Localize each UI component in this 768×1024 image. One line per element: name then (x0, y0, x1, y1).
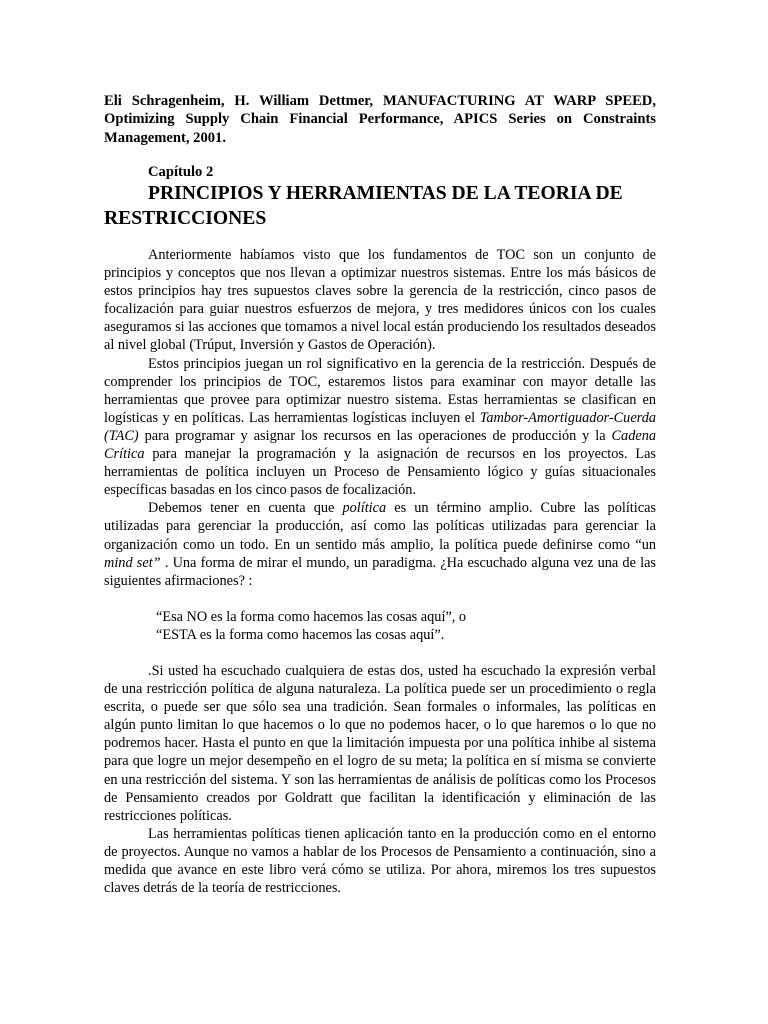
term-politica: política (342, 500, 387, 517)
term-tac: Tambor-Amortiguador-Cuerda (TAC) (104, 409, 656, 444)
paragraph-2-text-b: para programar y asignar los recursos en las operaciones de producción y la (138, 427, 612, 444)
chapter-label: Capítulo 2 (148, 164, 214, 180)
source-citation: Eli Schragenheim, H. William Dettmer, MANUFACTURING AT WARP SPEED, Optimizing Supply Chain Financial Performance, APICS Series on Constraints Management, 2001. (104, 93, 656, 146)
paragraph-3-text-a: Debemos tener en cuenta que (148, 500, 343, 517)
paragraph-2-text-a: Estos principios juegan un rol significativo en la gerencia de la restricción. Después de comprender los principios de TOC, estaremos listos para examinar con mayor detalle las herramientas que provee para optimizar nuestro sistema. Estas herramientas se clasifican en logísticas y en políticas. Las herramientas logísticas incluyen el (104, 355, 656, 426)
paragraph-3 (104, 499, 656, 589)
paragraph-2-text-c: para manejar la programación y la asignación de recursos en los proyectos. Las herramientas de política incluyen un Proceso de Pensamiento lógico y guías situacionales específicas basadas en los cinco pasos de focalización. (104, 446, 656, 499)
paragraph-3-text-b: es un término amplio. Cubre las políticas utilizadas para gerenciar la producción, así como las políticas utilizadas para gerenciar la organización como un todo. En un sentido más amplio, la política puede definirse como “un (104, 500, 656, 553)
quote-1: “Esa NO es la forma como hacemos las cosas aquí”, o (156, 608, 467, 625)
body-text (104, 246, 656, 897)
chapter-title: PRINCIPIOS Y HERRAMIENTAS DE LA TEORIA DE RESTRICCIONES (104, 183, 623, 229)
paragraph-2 (104, 355, 656, 500)
term-mind-set: mind set” (104, 554, 161, 571)
quote-block (104, 608, 656, 644)
paragraph-1: Anteriormente habíamos visto que los fundamentos de TOC son un conjunto de principios y conceptos que nos llevan a optimizar nuestros sistemas. Entre los más básicos de estos principios hay tres supuestos claves sobre la gerencia de la restricción, cinco pasos de focalización para guiar nuestros esfuerzos de mejora, y tres medidores únicos con los cuales aseguramos si las acciones que tomamos a nivel local están produciendo los resultados deseados al nivel global (Trúput, Inversión y Gastos de Operación). (104, 247, 656, 354)
paragraph-5: Las herramientas políticas tienen aplicación tanto en la producción como en el entorno de proyectos. Aunque no vamos a hablar de los Procesos de Pensamiento a continuación, sino a medida que avance en este libro verá cómo se utiliza. Por ahora, miremos los tres supuestos claves detrás de la teoría de restricciones. (104, 825, 656, 897)
paragraph-3-text-c: . Una forma de mirar el mundo, un paradigma. ¿Ha escuchado alguna vez una de las siguientes afirmaciones? : (104, 554, 656, 589)
paragraph-4: .Si usted ha escuchado cualquiera de estas dos, usted ha escuchado la expresión verbal de una restricción política de alguna naturaleza. La política puede ser un procedimiento o regla escrita, o puede ser que sólo sea una tradición. Sean formales o informales, las políticas en algún punto limitan lo que hacemos o lo que no podemos hacer, o lo que haremos o lo que no podremos hacer. Hasta el punto en que la limitación impuesta por una política inhibe al sistema para que logre un mejor desempeño en el logro de su meta; la política en sí misma se convierte en una restricción del sistema. Y son las herramientas de análisis de políticas como los Procesos de Pensamiento creados por Goldratt que facilitan la identificación y eliminación de las restricciones políticas. (104, 662, 656, 824)
term-critical-chain: Cadena Crítica (104, 427, 656, 463)
quote-2: “ESTA es la forma como hacemos las cosas aquí”. (156, 626, 445, 643)
